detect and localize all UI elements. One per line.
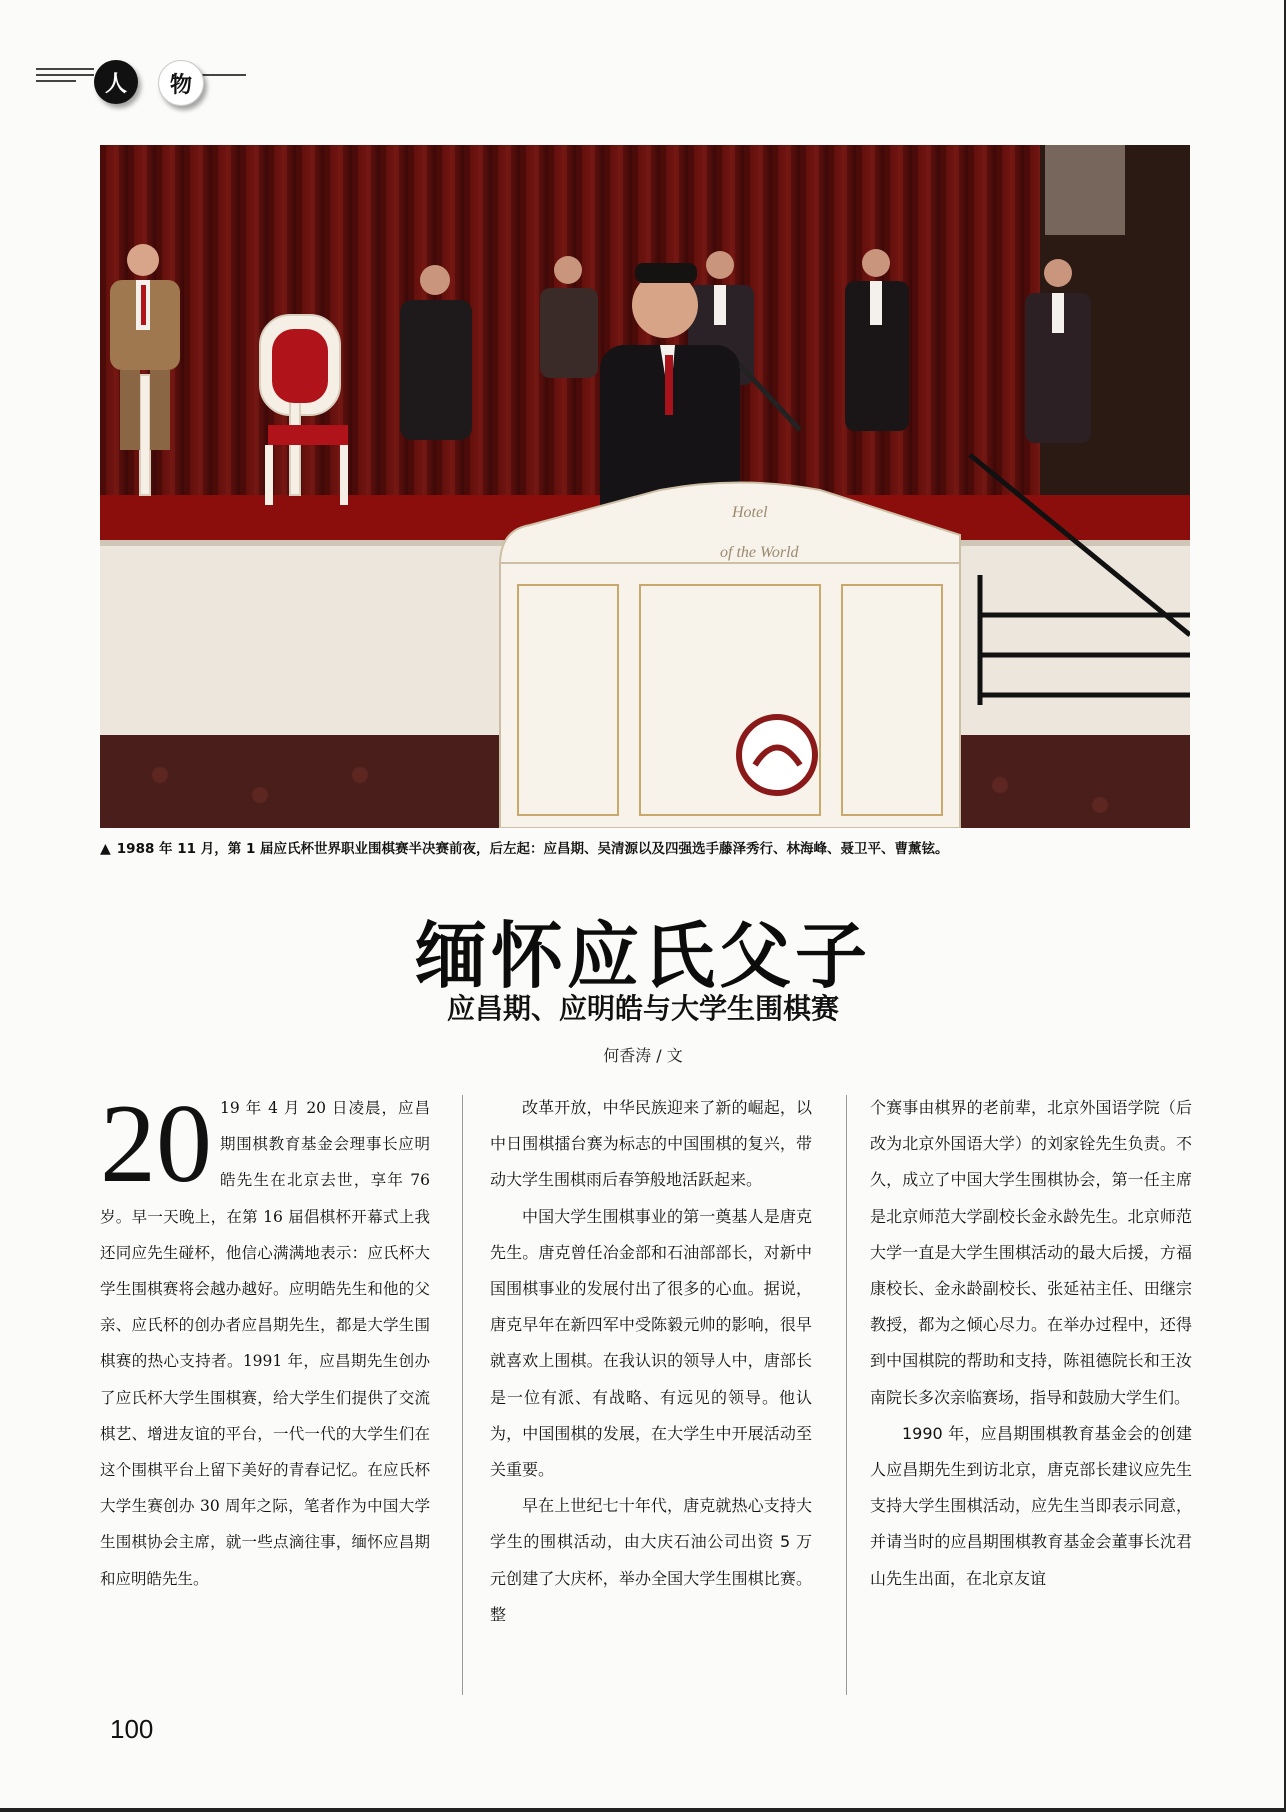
article-title: 缅怀应氏父子 (414, 914, 871, 998)
podium-text-2: of the World (720, 544, 799, 561)
column-2-paragraph-1: 改革开放，中华民族迎来了新的崛起，以中日围棋擂台赛为标志的中国围棋的复兴，带动大学生围棋雨后春笋般地活跃起来。 (490, 1098, 812, 1190)
column-3-paragraph-2: 1990 年，应昌期围棋教育基金会的创建人应昌期先生到访北京，唐克部长建议应先生支持大学生围棋活动，应先生当即表示同意，并请当时的应昌期围棋教育基金会董事长沈君山先生出面，在北京友谊 (870, 1423, 1192, 1588)
section-tag-char-1: 人 (94, 60, 138, 104)
column-2 (490, 1090, 812, 1633)
drop-cap: 20 (100, 1082, 212, 1206)
article-subtitle: 应昌期、应明皓与大学生围棋赛 (446, 992, 839, 1025)
column-divider (462, 1095, 463, 1695)
column-1 (100, 1082, 430, 1597)
section-tag-char-2: 物 (158, 60, 204, 106)
caption-text: 1988 年 11 月，第 1 届应氏杯世界职业围棋赛半决赛前夜，后左起：应昌期、吴清源以及四强选手藤泽秀行、林海峰、聂卫平、曹薰铉。 (116, 841, 949, 857)
page-number: 100 (110, 1714, 154, 1744)
triangle-icon: ▲ (100, 841, 111, 857)
column-2-paragraph-3: 早在上世纪七十年代，唐克就热心支持大学生的围棋活动，由大庆石油公司出资 5 万元创建了大庆杯，举办全国大学生围棋比赛。整 (490, 1496, 812, 1624)
podium-text-1: Hotel (732, 504, 768, 521)
byline: 何香涛 / 文 (603, 1046, 683, 1065)
column-divider (846, 1095, 847, 1695)
column-3 (870, 1090, 1192, 1597)
photo-caption (100, 837, 1200, 857)
column-1-paragraph: 19 年 4 月 20 日凌晨，应昌期围棋教育基金会理事长应明皓先生在北京去世，享年 76 岁。早一天晚上，在第 16 届倡棋杯开幕式上我还同应先生碰杯，他信心满满地表示：应氏杯大学生围棋赛将会越办越好。应明皓先生和他的父亲、应氏杯的创办者应昌期先生，都是大学生围棋赛的热心支持者。1991 年，应昌期先生创办了应氏杯大学生围棋赛，给大学生们提供了交流棋艺、增进友谊的平台，一代一代的大学生们在这个围棋平台上留下美好的青春记忆。在应氏杯大学生赛创办 30 周年之际，笔者作为中国大学生围棋协会主席，就一些点滴往事，缅怀应昌期和应明皓先生。 (100, 1099, 430, 1588)
column-2-paragraph-2: 中国大学生围棋事业的第一奠基人是唐克先生。唐克曾任冶金部和石油部部长，对新中国围棋事业的发展付出了很多的心血。据说，唐克早年在新四军中受陈毅元帅的影响，很早就喜欢上围棋。在我认识的领导人中，唐部长是一位有派、有战略、有远见的领导。他认为，中国围棋的发展，在大学生中开展活动至关重要。 (490, 1206, 812, 1480)
event-photo (100, 145, 1190, 828)
column-3-paragraph-1: 个赛事由棋界的老前辈，北京外国语学院（后改为北京外国语大学）的刘家铨先生负责。不久，成立了中国大学生围棋协会，第一任主席是北京师范大学副校长金永龄先生。北京师范大学一直是大学生围棋活动的最大后援，方福康校长、金永龄副校长、张延祜主任、田继宗教授，都为之倾心尽力。在举办过程中，还得到中国棋院的帮助和支持，陈祖德院长和王汝南院长多次亲临赛场，指导和鼓励大学生们。 (870, 1098, 1192, 1407)
section-tag (36, 52, 246, 112)
